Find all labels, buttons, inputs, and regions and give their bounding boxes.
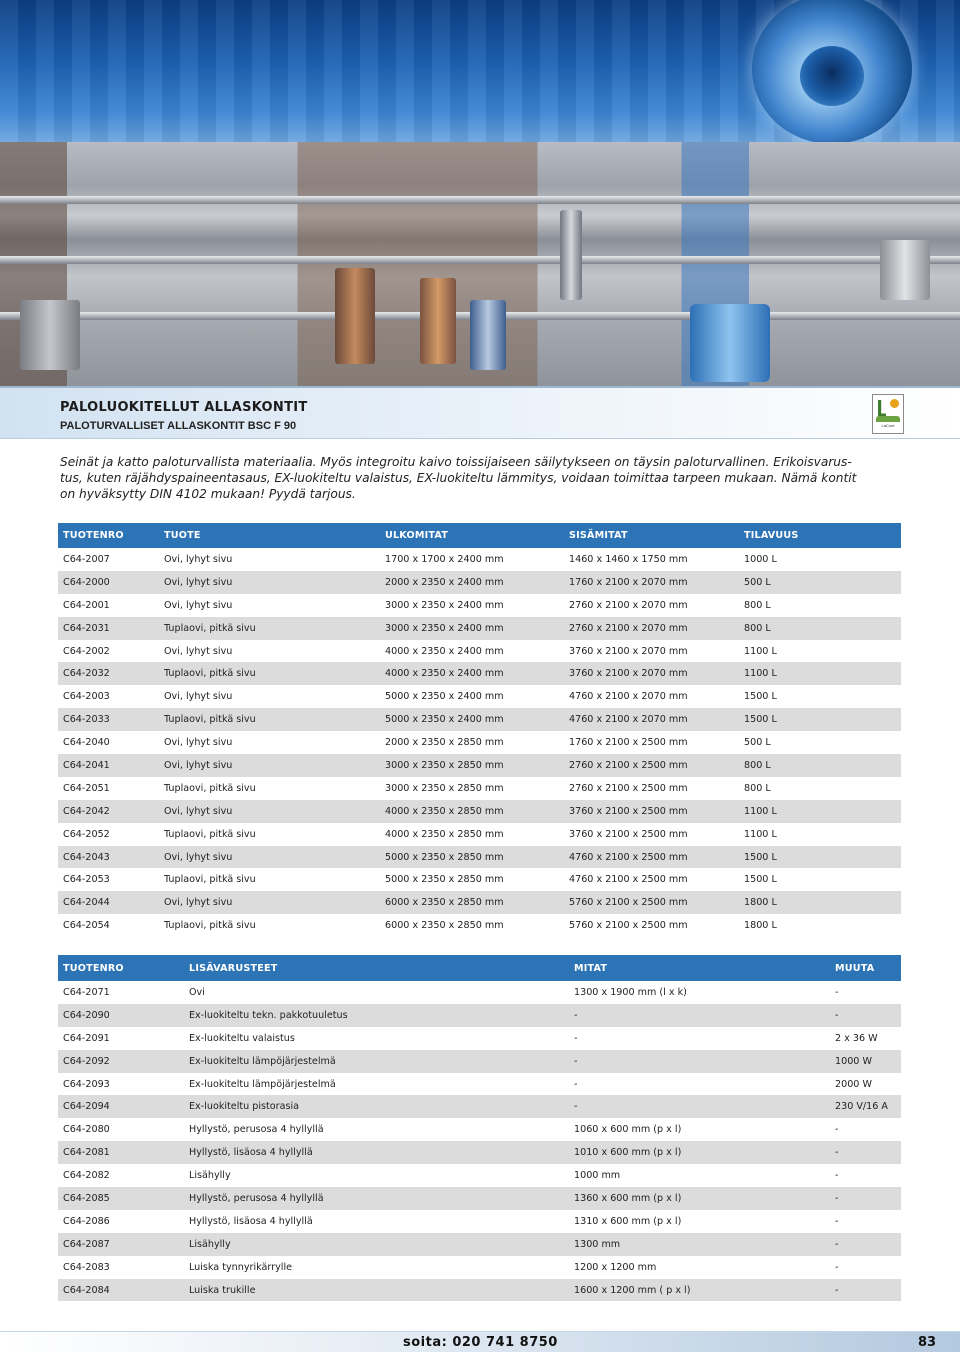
table-cell: 800 L <box>744 599 771 611</box>
table-cell: Ex-luokiteltu tekn. pakkotuuletus <box>184 1004 569 1027</box>
table-cell: C64-2085 <box>58 1187 184 1210</box>
column-header: MITAT <box>569 955 830 981</box>
table-cell: Ex-luokiteltu pistorasia <box>184 1095 569 1118</box>
table-row <box>58 640 901 663</box>
container-image <box>880 240 930 300</box>
table-row <box>58 1027 901 1050</box>
table-cell: Ex-luokiteltu lämpöjärjestelmä <box>184 1050 569 1073</box>
accessories-table-body <box>58 981 901 1301</box>
table-cell: 1100 L <box>739 800 901 823</box>
table-cell: 230 V/16 A <box>830 1095 901 1118</box>
table-row <box>58 823 901 846</box>
table-cell: 3760 x 2100 x 2500 mm <box>564 800 739 823</box>
table-cell: C64-2000 <box>58 571 159 594</box>
column-header: LISÄVARUSTEET <box>184 955 569 981</box>
table-row <box>58 731 901 754</box>
table-cell: 1000 L <box>744 553 777 565</box>
table-cell: 3000 x 2350 x 2400 mm <box>385 599 504 611</box>
column-header: MUUTA <box>830 955 901 981</box>
table-cell: Tuplaovi, pitkä sivu <box>164 782 256 794</box>
column-header: TUOTENRO <box>58 955 184 981</box>
table-cell: C64-2054 <box>63 920 110 932</box>
table-row <box>58 571 901 594</box>
table-cell: 1500 L <box>744 874 777 886</box>
table-cell: 3760 x 2100 x 2070 mm <box>564 662 739 685</box>
table-cell: Ovi, lyhyt sivu <box>159 571 380 594</box>
table-cell: Lisähylly <box>184 1233 569 1256</box>
intro-line: Seinät ja katto paloturvallista materiaalia. Myös integroitu kaivo toissijaiseen säilytykseen on täysin paloturvallinen. Erikoisvarus- <box>60 455 852 469</box>
table-row <box>58 548 901 571</box>
shelf <box>0 196 960 204</box>
table-cell: 2760 x 2100 x 2070 mm <box>564 617 739 640</box>
table-row <box>58 1118 901 1141</box>
table-row <box>58 708 901 731</box>
table-cell: 500 L <box>744 737 771 749</box>
table-cell: 3000 x 2350 x 2850 mm <box>385 782 504 794</box>
table-cell: 6000 x 2350 x 2850 mm <box>385 920 504 932</box>
table-cell: Ovi, lyhyt sivu <box>159 754 380 777</box>
logo-text: LaCont <box>881 423 895 428</box>
table-cell: 4000 x 2350 x 2850 mm <box>380 800 564 823</box>
table-cell: Lisähylly <box>189 1170 231 1182</box>
table-row <box>58 1164 901 1187</box>
table-cell: Ovi, lyhyt sivu <box>164 553 233 565</box>
table-cell: 800 L <box>739 754 901 777</box>
table-cell: Hyllystö, perusosa 4 hyllyllä <box>189 1124 324 1136</box>
table-cell: C64-2093 <box>63 1078 110 1090</box>
table-cell: - <box>574 1078 578 1090</box>
table-cell: 1060 x 600 mm (p x l) <box>574 1124 682 1136</box>
table-row <box>58 617 901 640</box>
table-cell: C64-2007 <box>63 553 110 565</box>
table-header-row <box>58 523 901 548</box>
table-cell: - <box>574 1032 578 1044</box>
table-row <box>58 1073 901 1096</box>
table-cell: Luiska tynnyrikärrylle <box>189 1261 293 1273</box>
table-cell: 1300 x 1900 mm (l x k) <box>574 986 687 998</box>
decorative-orb-core <box>800 46 864 106</box>
container-image <box>420 278 456 364</box>
column-header: TILAVUUS <box>739 523 901 548</box>
table-cell: Hyllystö, perusosa 4 hyllyllä <box>184 1187 569 1210</box>
table-row <box>58 868 901 891</box>
page-title: PALOLUOKITELLUT ALLASKONTIT <box>60 400 308 415</box>
table-cell: 6000 x 2350 x 2850 mm <box>380 891 564 914</box>
table-cell: 1800 L <box>744 920 777 932</box>
table-cell: Tuplaovi, pitkä sivu <box>159 662 380 685</box>
table-cell: Ovi, lyhyt sivu <box>164 599 233 611</box>
table-cell: 1200 x 1200 mm <box>574 1261 657 1273</box>
table-cell: 1760 x 2100 x 2070 mm <box>564 571 739 594</box>
table-cell: C64-2044 <box>58 891 159 914</box>
table-row <box>58 1233 901 1256</box>
table-cell: 500 L <box>739 571 901 594</box>
table-cell: Ovi, lyhyt sivu <box>164 645 233 657</box>
table-cell: C64-2087 <box>58 1233 184 1256</box>
table-cell: C64-2003 <box>63 691 110 703</box>
table-cell: Ex-luokiteltu valaistus <box>189 1032 295 1044</box>
logo-sun-icon <box>890 399 899 408</box>
table-cell: Luiska trukille <box>184 1279 569 1302</box>
table-row <box>58 1095 901 1118</box>
table-cell: C64-2084 <box>58 1279 184 1302</box>
table-cell: C64-2090 <box>58 1004 184 1027</box>
table-cell: C64-2002 <box>63 645 110 657</box>
table-cell: 1760 x 2100 x 2500 mm <box>569 737 688 749</box>
table-cell: Ovi <box>189 986 205 998</box>
container-image <box>335 268 375 364</box>
table-cell: 800 L <box>744 782 771 794</box>
table-cell: 4000 x 2350 x 2850 mm <box>385 828 504 840</box>
table-cell: 2000 W <box>835 1078 872 1090</box>
container-image <box>470 300 506 370</box>
intro-line: tus, kuten räjähdyspaineentasaus, EX-luokiteltu valaistus, EX-luokiteltu lämmitys, voidaan toimittaa tarpeen mukaan. Nämä kontit <box>60 471 857 485</box>
table-cell: 1500 L <box>739 846 901 869</box>
table-cell: C64-2083 <box>63 1261 110 1273</box>
table-cell: 5000 x 2350 x 2850 mm <box>385 874 504 886</box>
container-image <box>20 300 80 370</box>
table-cell: Ovi, lyhyt sivu <box>164 737 233 749</box>
table-cell: 5000 x 2350 x 2850 mm <box>380 846 564 869</box>
lacont-logo <box>872 394 904 434</box>
table-cell: - <box>830 1233 901 1256</box>
table-row <box>58 1256 901 1279</box>
table-cell: C64-2094 <box>58 1095 184 1118</box>
table-cell: Hyllystö, lisäosa 4 hyllyllä <box>189 1215 313 1227</box>
products-table-body <box>58 548 901 937</box>
products-table <box>58 523 901 937</box>
table-cell: - <box>835 1124 839 1136</box>
table-cell: 3760 x 2100 x 2070 mm <box>569 645 688 657</box>
table-row <box>58 594 901 617</box>
table-cell: - <box>835 1170 839 1182</box>
table-cell: 1460 x 1460 x 1750 mm <box>569 553 688 565</box>
table-cell: - <box>569 1050 830 1073</box>
table-cell: C64-2040 <box>63 737 110 749</box>
table-cell: - <box>835 1261 839 1273</box>
table-cell: 5000 x 2350 x 2400 mm <box>385 691 504 703</box>
table-cell: 1360 x 600 mm (p x l) <box>569 1187 830 1210</box>
table-cell: 1000 mm <box>574 1170 621 1182</box>
table-row <box>58 914 901 937</box>
table-cell: C64-2052 <box>63 828 110 840</box>
table-cell: Tuplaovi, pitkä sivu <box>164 828 256 840</box>
table-cell: - <box>835 986 839 998</box>
table-row <box>58 685 901 708</box>
table-cell: C64-2042 <box>58 800 159 823</box>
table-cell: 2000 x 2350 x 2400 mm <box>380 571 564 594</box>
table-row <box>58 891 901 914</box>
table-cell: C64-2033 <box>58 708 159 731</box>
table-row <box>58 1279 901 1302</box>
table-cell: Tuplaovi, pitkä sivu <box>164 874 256 886</box>
table-cell: 5760 x 2100 x 2500 mm <box>564 891 739 914</box>
table-row <box>58 800 901 823</box>
table-cell: C64-2080 <box>63 1124 110 1136</box>
shelf <box>0 256 960 264</box>
table-cell: Tuplaovi, pitkä sivu <box>159 708 380 731</box>
table-row <box>58 1187 901 1210</box>
table-cell: Ovi, lyhyt sivu <box>164 691 233 703</box>
table-cell: C64-2086 <box>63 1215 110 1227</box>
table-cell: C64-2071 <box>63 986 110 998</box>
table-row <box>58 1141 901 1164</box>
table-cell: 2760 x 2100 x 2070 mm <box>569 599 688 611</box>
page-subtitle: PALOTURVALLISET ALLASKONTIT BSC F 90 <box>60 420 297 432</box>
table-cell: C64-2081 <box>58 1141 184 1164</box>
column-header: TUOTE <box>159 523 380 548</box>
table-cell: 1310 x 600 mm (p x l) <box>574 1215 682 1227</box>
table-cell: 4760 x 2100 x 2500 mm <box>564 846 739 869</box>
table-cell: Ovi, lyhyt sivu <box>159 891 380 914</box>
column-header: SISÄMITAT <box>564 523 739 548</box>
table-cell: 1000 W <box>830 1050 901 1073</box>
table-cell: 2760 x 2100 x 2500 mm <box>569 782 688 794</box>
table-cell: C64-2041 <box>58 754 159 777</box>
footer-phone: soita: 020 741 8750 <box>403 1335 558 1350</box>
table-cell: 5000 x 2350 x 2400 mm <box>380 708 564 731</box>
table-cell: 3000 x 2350 x 2400 mm <box>380 617 564 640</box>
table-cell: 4000 x 2350 x 2400 mm <box>385 645 504 657</box>
table-cell: 1500 L <box>739 708 901 731</box>
table-row <box>58 981 901 1004</box>
table-cell: C64-2053 <box>63 874 110 886</box>
table-cell: - <box>830 1279 901 1302</box>
table-cell: 2 x 36 W <box>835 1032 878 1044</box>
container-image <box>690 304 770 382</box>
container-image <box>560 210 582 300</box>
table-cell: Hyllystö, lisäosa 4 hyllyllä <box>184 1141 569 1164</box>
table-cell: - <box>830 1187 901 1210</box>
table-cell: - <box>830 1141 901 1164</box>
column-header: ULKOMITAT <box>380 523 564 548</box>
column-header: TUOTENRO <box>58 523 159 548</box>
table-cell: 3000 x 2350 x 2850 mm <box>380 754 564 777</box>
table-row <box>58 1004 901 1027</box>
table-cell: - <box>569 1095 830 1118</box>
table-row <box>58 662 901 685</box>
table-cell: - <box>835 1215 839 1227</box>
table-cell: 4760 x 2100 x 2500 mm <box>569 874 688 886</box>
table-cell: 1300 mm <box>569 1233 830 1256</box>
table-cell: C64-2032 <box>58 662 159 685</box>
table-row <box>58 754 901 777</box>
table-cell: C64-2092 <box>58 1050 184 1073</box>
table-cell: 800 L <box>739 617 901 640</box>
table-cell: 1100 L <box>744 645 777 657</box>
table-row <box>58 1210 901 1233</box>
table-cell: C64-2043 <box>58 846 159 869</box>
table-cell: 1500 L <box>744 691 777 703</box>
table-cell: 2760 x 2100 x 2500 mm <box>564 754 739 777</box>
page-number: 83 <box>918 1335 937 1350</box>
table-cell: 1700 x 1700 x 2400 mm <box>385 553 504 565</box>
table-cell: 4000 x 2350 x 2400 mm <box>380 662 564 685</box>
table-row <box>58 777 901 800</box>
table-cell: - <box>569 1004 830 1027</box>
table-cell: - <box>830 1004 901 1027</box>
logo-hill-icon <box>876 416 900 422</box>
intro-paragraph <box>60 454 910 502</box>
table-cell: C64-2091 <box>63 1032 110 1044</box>
table-row <box>58 846 901 869</box>
table-cell: 3760 x 2100 x 2500 mm <box>569 828 688 840</box>
table-cell: 1600 x 1200 mm ( p x l) <box>569 1279 830 1302</box>
table-cell: 1010 x 600 mm (p x l) <box>569 1141 830 1164</box>
table-cell: Tuplaovi, pitkä sivu <box>159 617 380 640</box>
table-cell: 1100 L <box>744 828 777 840</box>
table-cell: Ovi, lyhyt sivu <box>159 800 380 823</box>
table-cell: C64-2051 <box>63 782 110 794</box>
table-cell: C64-2082 <box>63 1170 110 1182</box>
table-cell: 5760 x 2100 x 2500 mm <box>569 920 688 932</box>
table-cell: Ovi, lyhyt sivu <box>159 846 380 869</box>
table-cell: Ex-luokiteltu lämpöjärjestelmä <box>189 1078 336 1090</box>
table-header-row <box>58 955 901 981</box>
intro-line: on hyväksytty DIN 4102 mukaan! Pyydä tarjous. <box>60 487 356 501</box>
table-cell: C64-2001 <box>63 599 110 611</box>
table-cell: 4760 x 2100 x 2070 mm <box>569 691 688 703</box>
table-cell: Tuplaovi, pitkä sivu <box>164 920 256 932</box>
table-row <box>58 1050 901 1073</box>
hero-photo <box>0 0 960 386</box>
accessories-table <box>58 955 901 1301</box>
table-cell: 4760 x 2100 x 2070 mm <box>564 708 739 731</box>
table-cell: 1800 L <box>739 891 901 914</box>
table-cell: C64-2031 <box>58 617 159 640</box>
table-cell: 1100 L <box>739 662 901 685</box>
table-cell: 2000 x 2350 x 2850 mm <box>385 737 504 749</box>
